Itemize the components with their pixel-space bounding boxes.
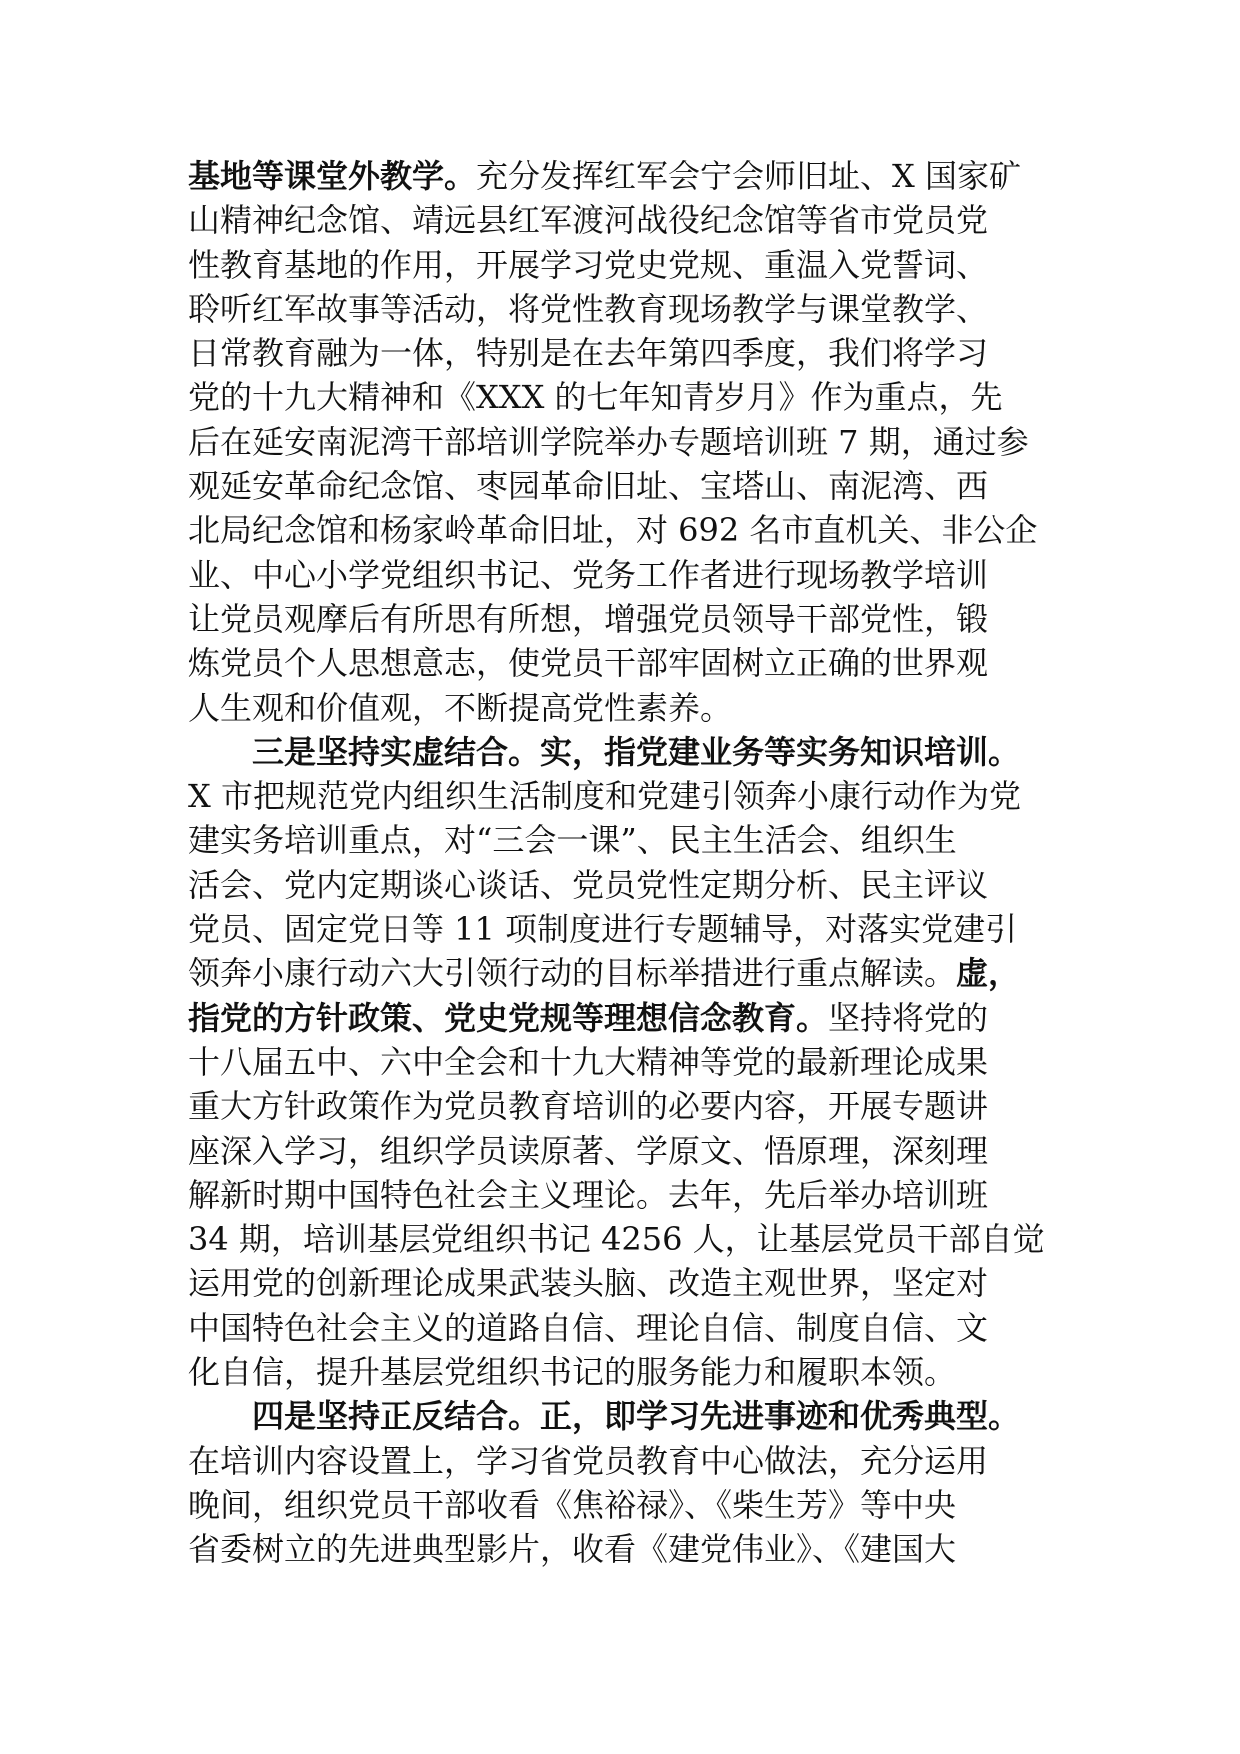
text-run: 党员、固定党日等 11 项制度进行专题辅导，对落实党建引 (188, 910, 1018, 949)
text-run: 业、中心小学党组织书记、党务工作者进行现场教学培训 (188, 555, 989, 594)
text-run: 党的十九大精神和《XXX 的七年知青岁月》作为重点，先 (188, 378, 1003, 417)
text-run: 后在延安南泥湾干部培训学院举办专题培训班 7 期，通过参 (188, 422, 1029, 461)
text-line (188, 1129, 1068, 1173)
text-run: 中国特色社会主义的道路自信、理论自信、制度自信、文 (188, 1308, 989, 1347)
text-line (188, 243, 1068, 287)
text-run: 运用党的创新理论成果武装头脑、改造主观世界，坚定对 (188, 1264, 989, 1303)
paragraph-heading-four (188, 1394, 1068, 1438)
text-line (188, 1483, 1068, 1527)
text-line (188, 331, 1068, 375)
text-line (188, 508, 1068, 552)
text-run: 充分发挥红军会宁会师旧址、X 国家矿 (476, 157, 1021, 195)
text-run: 聆听红军故事等活动，将党性教育现场教学与课堂教学、 (188, 289, 989, 328)
text-line (188, 951, 1068, 995)
bold-heading: 指党的方针政策、党史党规等理想信念教育。 (188, 998, 829, 1037)
text-run: 化自信，提升基层党组织书记的服务能力和履职本领。 (188, 1353, 957, 1392)
text-run: 坚持将党的 (828, 998, 989, 1037)
text-run: 34 期，培训基层党组织书记 4256 人，让基层党员干部自觉 (188, 1220, 1045, 1259)
text-line (188, 641, 1068, 685)
text-line (188, 198, 1068, 242)
text-line (188, 863, 1068, 907)
text-line (188, 774, 1068, 818)
text-run: 山精神纪念馆、靖远县红军渡河战役纪念馆等省市党员党 (188, 201, 989, 240)
text-run: 十八届五中、六中全会和十九大精神等党的最新理论成果 (188, 1042, 989, 1081)
bold-heading: 四是坚持正反结合。正，即学习先进事迹和优秀典型。 (252, 1397, 1021, 1436)
text-run: 晚间，组织党员干部收看《焦裕禄》、《柴生芳》等中央 (188, 1485, 957, 1524)
text-line (188, 907, 1068, 951)
text-line (188, 1261, 1068, 1305)
text-run: X 市把规范党内组织生活制度和党建引领奔小康行动作为党 (188, 777, 1021, 816)
text-line (188, 597, 1068, 641)
text-line (188, 1350, 1068, 1394)
text-run: 炼党员个人思想意志，使党员干部牢固树立正确的世界观 (188, 644, 989, 683)
text-line (188, 996, 1068, 1040)
text-line (188, 1173, 1068, 1217)
paragraph-heading-three (188, 730, 1068, 774)
text-line (188, 287, 1068, 331)
text-line (188, 1439, 1068, 1483)
text-line (188, 1040, 1068, 1084)
text-run: 省委树立的先进典型影片，收看《建党伟业》、《建国大 (188, 1530, 957, 1569)
text-line (188, 1084, 1068, 1128)
text-run: 领奔小康行动六大引领行动的目标举措进行重点解读。 (188, 954, 957, 993)
text-run: 建实务培训重点，对“三会一课”、民主生活会、组织生 (188, 821, 957, 860)
text-line (188, 1217, 1068, 1261)
text-run: 重大方针政策作为党员教育培训的必要内容，开展专题讲 (188, 1087, 989, 1126)
text-line (188, 1527, 1068, 1571)
text-run: 让党员观摩后有所思有所想，增强党员领导干部党性，锻 (188, 599, 989, 638)
text-line (188, 818, 1068, 862)
text-run: 人生观和价值观，不断提高党性素养。 (188, 688, 733, 727)
text-line (188, 420, 1068, 464)
text-run: 座深入学习，组织学员读原著、学原文、悟原理，深刻理 (188, 1131, 989, 1170)
bold-heading: 基地等课堂外教学。 (188, 157, 477, 195)
text-run: 北局纪念馆和杨家岭革命旧址，对 692 名市直机关、非公企 (188, 511, 1038, 550)
text-run: 解新时期中国特色社会主义理论。去年，先后举办培训班 (188, 1175, 989, 1214)
text-line (188, 553, 1068, 597)
bold-heading: 虚， (956, 954, 1021, 993)
text-run: 活会、党内定期谈心谈话、党员党性定期分析、民主评议 (188, 865, 989, 904)
text-line (188, 375, 1068, 419)
text-run: 日常教育融为一体，特别是在去年第四季度，我们将学习 (188, 334, 989, 373)
text-line (188, 686, 1068, 730)
text-line (188, 1306, 1068, 1350)
text-run: 在培训内容设置上，学习省党员教育中心做法，充分运用 (188, 1441, 989, 1480)
text-run: 性教育基地的作用，开展学习党史党规、重温入党誓词、 (188, 245, 989, 284)
text-run: 观延安革命纪念馆、枣园革命旧址、宝塔山、南泥湾、西 (188, 467, 989, 506)
bold-heading: 三是坚持实虚结合。实，指党建业务等实务知识培训。 (252, 732, 1021, 771)
body-text (188, 154, 1068, 1572)
text-line (188, 154, 1068, 198)
text-line (188, 464, 1068, 508)
